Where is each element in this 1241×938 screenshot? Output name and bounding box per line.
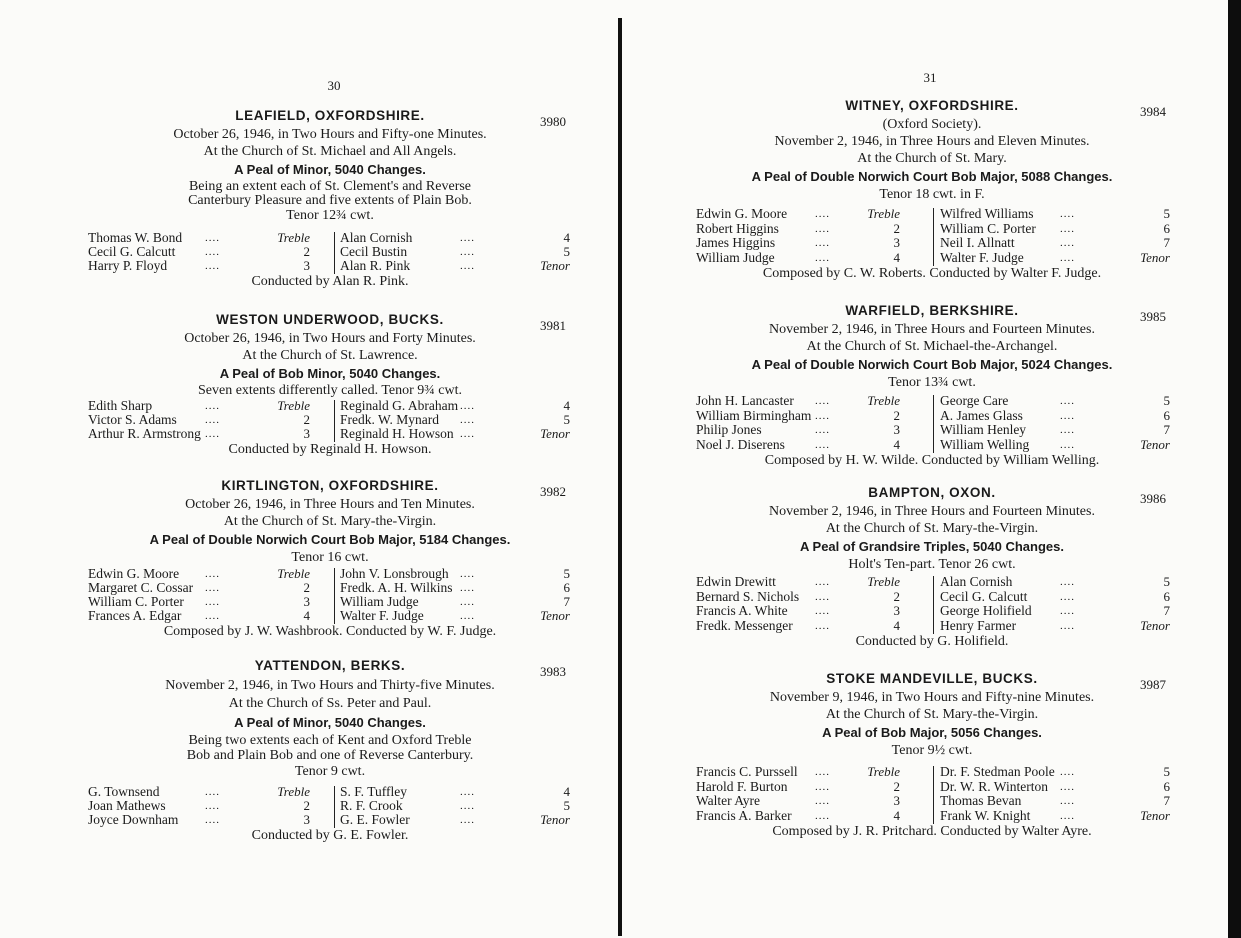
tenor-weight: Tenor 9½ cwt. [891, 743, 973, 758]
ringer-name: Reginald H. Howson [340, 426, 454, 441]
peal-method-heading: A Peal of Double Norwich Court Bob Major, 5088 Changes. [751, 169, 1113, 184]
peal-detail-line: At the Church of St. Mary. [857, 151, 1007, 166]
bell-number: 2 [893, 778, 900, 794]
ringer-name: John V. Lonsbrough [340, 566, 449, 581]
leader-dots: .... [1060, 438, 1075, 451]
ringer-name: Margaret C. Cossar [88, 580, 194, 595]
peal-detail-line: At the Church of Ss. Peter and Paul. [228, 696, 432, 711]
ringer-name: G. E. Fowler [340, 812, 410, 827]
bell-number: 3 [303, 426, 310, 441]
leader-dots: .... [1060, 576, 1075, 588]
bell-number: 4 [563, 398, 570, 413]
tenor-weight: Tenor 12¾ cwt. [286, 208, 374, 223]
ringer-name: Harold F. Burton [696, 778, 788, 794]
leader-dots: .... [1060, 208, 1075, 220]
ringer-name: William Henley [940, 422, 1027, 437]
bell-number: 2 [893, 588, 900, 604]
ringer-name: Philip Jones [696, 422, 762, 437]
leader-dots: .... [205, 428, 220, 440]
leader-dots: .... [1060, 590, 1075, 603]
tenor-weight: Tenor 9 cwt. [294, 764, 366, 779]
peal-detail-line: At the Church of St. Mary-the-Virgin. [825, 521, 1039, 536]
leader-dots: .... [815, 619, 830, 632]
ringer-name: Bernard S. Nichols [696, 588, 800, 604]
leader-dots: .... [205, 596, 220, 608]
ringer-name: William Birmingham [696, 407, 812, 423]
peal-detail-line: October 26, 1946, in Two Hours and Forty Minutes. [184, 331, 476, 346]
bell-number: Treble [277, 230, 310, 245]
leader-dots: .... [460, 786, 475, 798]
bell-number: 3 [303, 812, 310, 827]
bell-number: 7 [1163, 603, 1170, 618]
bell-number: Treble [867, 206, 900, 221]
leader-dots: .... [205, 582, 220, 594]
leader-dots: .... [205, 232, 220, 244]
ringer-name: Alan R. Pink [340, 258, 411, 273]
leader-dots: .... [460, 596, 475, 608]
bell-number: Treble [867, 764, 900, 779]
tenor-weight: Holt's Ten-part. Tenor 26 cwt. [848, 557, 1016, 572]
leader-dots: .... [460, 246, 475, 258]
column-divider [933, 766, 934, 824]
leader-dots: .... [460, 428, 475, 440]
peal-footer: Conducted by G. Holifield. [855, 634, 1009, 649]
bell-number: Tenor [540, 608, 570, 623]
ringer-name: Francis A. Barker [696, 807, 792, 823]
leader-dots: .... [1060, 605, 1075, 617]
peal-detail-line: November 2, 1946, in Three Hours and Fourteen Minutes. [769, 322, 1095, 337]
leader-dots: .... [205, 610, 220, 622]
ringer-name: James Higgins [696, 235, 776, 250]
ringer-name: Walter Ayre [696, 793, 761, 808]
peal-detail-line: November 2, 1946, in Three Hours and Eleven Minutes. [774, 134, 1090, 149]
ringer-name: S. F. Tuffley [340, 784, 407, 799]
ringer-name: Frances A. Edgar [88, 608, 182, 623]
leader-dots: .... [1060, 395, 1075, 407]
peal-title: LEAFIELD, OXFORDSHIRE. [235, 108, 425, 123]
peal-title: WARFIELD, BERKSHIRE. [845, 303, 1019, 318]
leader-dots: .... [815, 438, 830, 451]
bell-number: Treble [277, 784, 310, 799]
bell-number: Tenor [1140, 617, 1170, 633]
peal-method-heading: A Peal of Double Norwich Court Bob Major, 5184 Changes. [149, 532, 511, 547]
peal-method-heading: A Peal of Minor, 5040 Changes. [234, 715, 426, 730]
bell-number: Tenor [1140, 249, 1170, 265]
page-number: 31 [923, 70, 937, 85]
bell-number: 5 [563, 566, 570, 581]
bell-number: Tenor [540, 258, 570, 273]
leader-dots: .... [205, 246, 220, 258]
ringer-name: Cecil G. Calcutt [940, 588, 1028, 604]
bell-number: 6 [1163, 220, 1170, 236]
bell-number: 5 [1163, 393, 1170, 408]
leader-dots: .... [815, 208, 830, 220]
peal-footer: Composed by J. W. Washbrook. Conducted by W. F. Judge. [163, 624, 497, 639]
peal-detail-line: (Oxford Society). [882, 117, 982, 132]
bell-number: 4 [303, 608, 310, 623]
column-divider [933, 395, 934, 453]
bell-number: 2 [303, 244, 310, 259]
leader-dots: .... [460, 610, 475, 622]
tenor-weight: Tenor 18 cwt. in F. [879, 187, 985, 202]
column-divider [334, 786, 335, 828]
ringer-name: Joan Mathews [88, 798, 166, 813]
right-page [630, 0, 1190, 938]
ringer-name: Reginald G. Abraham [340, 398, 459, 413]
leader-dots: .... [815, 780, 830, 793]
ringer-name: Frank W. Knight [940, 807, 1031, 823]
ringer-name: Francis C. Purssell [696, 764, 798, 779]
bell-number: 4 [563, 230, 570, 245]
column-divider [334, 568, 335, 624]
leader-dots: .... [1060, 237, 1075, 249]
bell-number: 7 [1163, 235, 1170, 250]
leader-dots: .... [205, 814, 220, 826]
ringer-name: Edwin G. Moore [696, 206, 788, 221]
bell-number: 4 [563, 784, 570, 799]
leader-dots: .... [460, 232, 475, 244]
leader-dots: .... [460, 582, 475, 594]
peal-detail-line: At the Church of St. Lawrence. [242, 348, 418, 363]
ringer-name: Edwin Drewitt [696, 574, 776, 589]
bell-number: Treble [277, 398, 310, 413]
bell-number: 2 [893, 407, 900, 423]
ringer-name: Edith Sharp [88, 398, 153, 413]
leader-dots: .... [815, 409, 830, 422]
peal-method-heading: A Peal of Grandsire Triples, 5040 Changes. [800, 539, 1064, 554]
leader-dots: .... [460, 814, 475, 826]
peal-number: 3987 [1140, 677, 1166, 692]
peal-detail-line: At the Church of St. Mary-the-Virgin. [223, 514, 437, 529]
leader-dots: .... [205, 400, 220, 412]
peal-title: BAMPTON, OXON. [868, 485, 996, 500]
ringer-name: William Judge [696, 249, 775, 265]
peal-composition-note: Bob and Plain Bob and one of Reverse Canterbury. [186, 748, 474, 763]
bell-number: 5 [1163, 574, 1170, 589]
peal-composition-note: Canterbury Pleasure and five extents of Plain Bob. [188, 193, 472, 208]
peal-number: 3980 [540, 114, 566, 129]
leader-dots: .... [815, 424, 830, 436]
bell-number: 3 [893, 235, 900, 250]
bell-number: Treble [867, 574, 900, 589]
ringer-name: Fredk. W. Mynard [340, 412, 439, 427]
column-divider [933, 576, 934, 634]
ringer-name: Dr. W. R. Winterton [940, 778, 1048, 794]
bell-number: Treble [867, 393, 900, 408]
leader-dots: .... [1060, 619, 1075, 632]
bell-number: 4 [893, 617, 900, 633]
ringer-name: Noel J. Diserens [696, 436, 785, 452]
column-divider [933, 208, 934, 266]
bell-number: 6 [1163, 588, 1170, 604]
bell-number: Treble [277, 566, 310, 581]
bell-number: 4 [893, 249, 900, 265]
ringer-name: Cecil Bustin [340, 244, 408, 259]
ringer-name: Thomas Bevan [940, 793, 1022, 808]
bell-number: 2 [303, 412, 310, 427]
leader-dots: .... [815, 590, 830, 603]
ringer-name: Fredk. A. H. Wilkins [340, 580, 453, 595]
leader-dots: .... [205, 568, 220, 580]
leader-dots: .... [815, 766, 830, 778]
bell-number: 7 [1163, 422, 1170, 437]
left-page [0, 0, 620, 938]
peal-composition-note: Being two extents each of Kent and Oxford Treble [188, 733, 472, 748]
bell-number: 2 [303, 580, 310, 595]
ringer-name: Fredk. Messenger [696, 617, 793, 633]
peal-method-heading: A Peal of Double Norwich Court Bob Major, 5024 Changes. [751, 357, 1113, 372]
ringer-name: G. Townsend [88, 784, 160, 799]
bell-number: 2 [893, 220, 900, 236]
peal-detail-line: November 2, 1946, in Two Hours and Thirty-five Minutes. [165, 678, 495, 693]
leader-dots: .... [205, 414, 220, 426]
peal-method-heading: A Peal of Bob Major, 5056 Changes. [822, 725, 1042, 740]
bell-number: 2 [303, 798, 310, 813]
ringer-name: Joyce Downham [88, 812, 179, 827]
peal-title: YATTENDON, BERKS. [254, 658, 406, 673]
leader-dots: .... [1060, 780, 1075, 793]
leader-dots: .... [205, 260, 220, 272]
leader-dots: .... [1060, 251, 1075, 264]
ringer-name: Alan Cornish [940, 574, 1013, 589]
ringer-name: Alan Cornish [340, 230, 413, 245]
ringer-name: R. F. Crook [340, 798, 403, 813]
leader-dots: .... [1060, 222, 1075, 235]
ringer-name: Henry Farmer [940, 617, 1017, 633]
peal-title: WESTON UNDERWOOD, BUCKS. [216, 312, 444, 327]
leader-dots: .... [815, 605, 830, 617]
peal-number: 3982 [540, 484, 566, 499]
ringer-name: Walter F. Judge [940, 249, 1024, 265]
ringer-name: A. James Glass [940, 407, 1023, 423]
leader-dots: .... [1060, 809, 1075, 822]
peal-detail-line: October 26, 1946, in Three Hours and Ten Minutes. [185, 497, 475, 512]
tenor-weight: Tenor 16 cwt. [291, 550, 369, 565]
bell-number: 6 [1163, 407, 1170, 423]
ringer-name: Wilfred Williams [940, 206, 1034, 221]
peal-detail-line: November 2, 1946, in Three Hours and Fourteen Minutes. [769, 504, 1095, 519]
peal-detail-line: November 9, 1946, in Two Hours and Fifty-nine Minutes. [769, 690, 1095, 705]
ringer-name: Edwin G. Moore [88, 566, 180, 581]
peal-method-heading: A Peal of Bob Minor, 5040 Changes. [219, 366, 441, 381]
bell-number: Tenor [540, 812, 570, 827]
column-divider [334, 400, 335, 442]
bell-number: Tenor [1140, 807, 1170, 823]
ringer-name: Robert Higgins [696, 220, 779, 236]
peal-detail-line: At the Church of St. Michael and All Angels. [203, 144, 457, 159]
peal-number: 3985 [1140, 309, 1166, 324]
bell-number: Tenor [1140, 436, 1170, 452]
peal-footer: Conducted by Alan R. Pink. [251, 274, 409, 289]
ringer-name: George Care [940, 393, 1009, 408]
bell-number: 5 [563, 412, 570, 427]
leader-dots: .... [460, 800, 475, 812]
peal-title: KIRTLINGTON, OXFORDSHIRE. [221, 478, 439, 493]
peal-method-heading: A Peal of Minor, 5040 Changes. [234, 162, 426, 177]
peal-detail-line: October 26, 1946, in Two Hours and Fifty-one Minutes. [173, 127, 487, 142]
peal-number: 3986 [1140, 491, 1166, 506]
peal-title: STOKE MANDEVILLE, BUCKS. [826, 671, 1038, 686]
leader-dots: .... [815, 237, 830, 249]
ringer-name: George Holifield [940, 603, 1032, 618]
leader-dots: .... [460, 568, 475, 580]
ringer-name: Neil I. Allnatt [940, 235, 1015, 250]
peal-footer: Composed by H. W. Wilde. Conducted by William Welling. [764, 453, 1100, 468]
leader-dots: .... [460, 414, 475, 426]
ringer-name: Harry P. Floyd [88, 258, 168, 273]
leader-dots: .... [460, 260, 475, 272]
bell-number: 5 [563, 244, 570, 259]
bell-number: 3 [893, 793, 900, 808]
leader-dots: .... [815, 809, 830, 822]
leader-dots: .... [815, 795, 830, 807]
ringer-name: Walter F. Judge [340, 608, 424, 623]
peal-title: WITNEY, OXFORDSHIRE. [845, 98, 1019, 113]
ringer-name: Victor S. Adams [88, 412, 177, 427]
leader-dots: .... [1060, 409, 1075, 422]
bell-number: 4 [893, 807, 900, 823]
ringer-name: William Welling [940, 436, 1030, 452]
bell-number: 3 [893, 422, 900, 437]
ringer-name: John H. Lancaster [696, 393, 794, 408]
page-edge-shadow [1228, 0, 1241, 938]
ringer-name: William C. Porter [940, 220, 1036, 236]
peal-composition-note: Seven extents differently called. Tenor 9¾ cwt. [197, 383, 463, 398]
bell-number: 5 [1163, 206, 1170, 221]
leader-dots: .... [815, 251, 830, 264]
bell-number: 3 [303, 594, 310, 609]
peal-footer: Conducted by G. E. Fowler. [251, 828, 409, 843]
leader-dots: .... [1060, 766, 1075, 778]
leader-dots: .... [460, 400, 475, 412]
ringer-name: Thomas W. Bond [88, 230, 183, 245]
leader-dots: .... [815, 222, 830, 235]
column-divider [334, 232, 335, 274]
leader-dots: .... [815, 395, 830, 407]
tenor-weight: Tenor 13¾ cwt. [888, 375, 976, 390]
peal-number: 3984 [1140, 104, 1166, 119]
leader-dots: .... [1060, 424, 1075, 436]
bell-number: 6 [563, 580, 570, 595]
bell-number: 3 [893, 603, 900, 618]
peal-detail-line: At the Church of St. Mary-the-Virgin. [825, 707, 1039, 722]
peal-composition-note: Being an extent each of St. Clement's and Reverse [188, 179, 472, 194]
leader-dots: .... [205, 800, 220, 812]
leader-dots: .... [205, 786, 220, 798]
peal-footer: Conducted by Reginald H. Howson. [228, 442, 432, 457]
bell-number: 7 [1163, 793, 1170, 808]
leader-dots: .... [1060, 795, 1075, 807]
bell-number: 6 [1163, 778, 1170, 794]
bell-number: 7 [563, 594, 570, 609]
bell-number: Tenor [540, 426, 570, 441]
ringer-name: Cecil G. Calcutt [88, 244, 176, 259]
ringer-name: William Judge [340, 594, 419, 609]
peal-footer: Composed by J. R. Pritchard. Conducted by Walter Ayre. [772, 824, 1092, 839]
bell-number: 5 [1163, 764, 1170, 779]
bell-number: 3 [303, 258, 310, 273]
ringer-name: Francis A. White [696, 603, 788, 618]
bell-number: 4 [893, 436, 900, 452]
bell-number: 5 [563, 798, 570, 813]
ringer-name: Arthur R. Armstrong [88, 426, 201, 441]
peal-footer: Composed by C. W. Roberts. Conducted by Walter F. Judge. [762, 266, 1102, 281]
peal-detail-line: At the Church of St. Michael-the-Archangel. [806, 339, 1058, 354]
peal-number: 3983 [540, 664, 566, 679]
page-number: 30 [327, 78, 341, 93]
leader-dots: .... [815, 576, 830, 588]
ringer-name: William C. Porter [88, 594, 184, 609]
ringer-name: Dr. F. Stedman Poole [940, 764, 1055, 779]
peal-number: 3981 [540, 318, 566, 333]
